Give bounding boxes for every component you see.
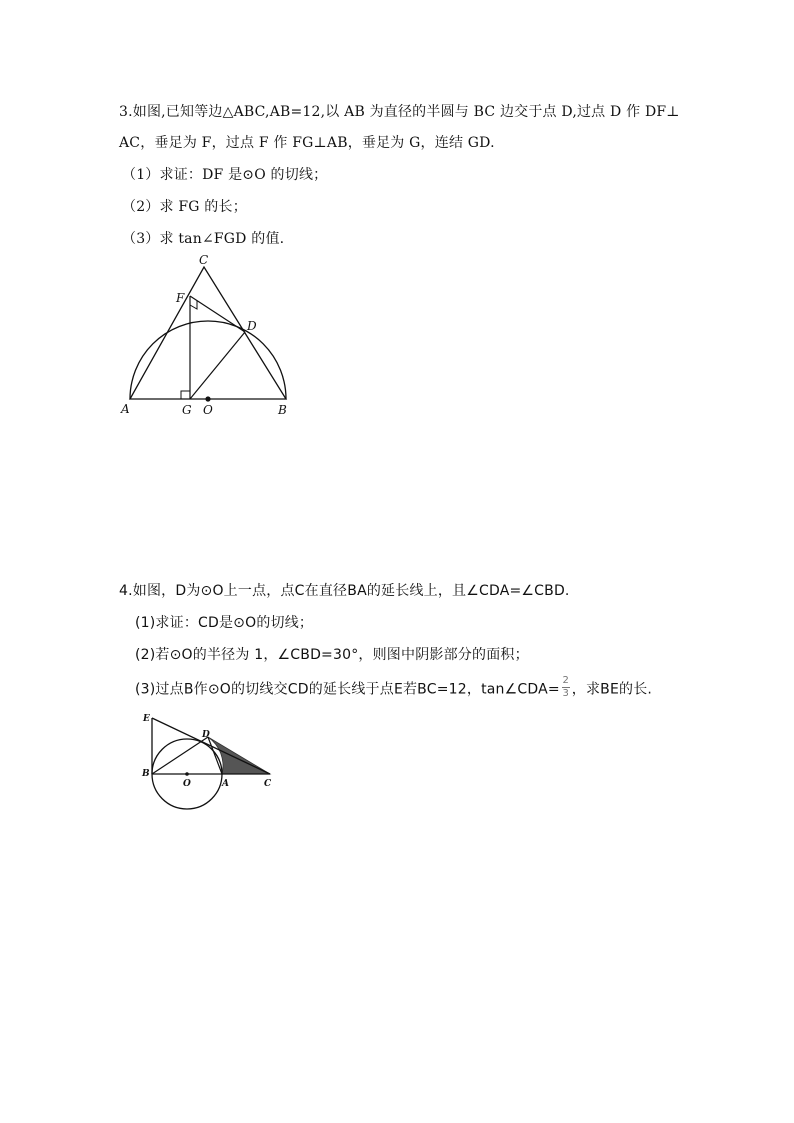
q3-stem-line1: 3.如图,已知等边△ABC,AB=12,以 AB 为直径的半圆与 BC 边交于点 D,过点 D 作 DF⊥	[119, 104, 680, 120]
q3-right-angle-f	[190, 301, 197, 309]
q3-label-a: A	[121, 402, 130, 416]
q3-label-f: F	[176, 291, 185, 305]
q3-label-c: C	[199, 253, 209, 267]
q4-sub3-text-before: (3)过点B作⊙O的切线交CD的延长线于点E若BC=12，tan∠CDA=	[135, 681, 560, 698]
q3-segment-gd	[190, 332, 245, 399]
q4-fraction-denominator: 3	[562, 688, 570, 699]
q3-semicircle	[130, 321, 286, 399]
q3-triangle-abc	[130, 267, 286, 399]
q4-center-o	[185, 772, 189, 776]
q4-subquestion-2: (2)若⊙O的半径为 1，∠CBD=30°，则图中阴影部分的面积；	[135, 647, 529, 663]
q4-label-a: A	[222, 779, 229, 789]
q4-label-e: E	[143, 714, 150, 724]
q3-segment-df	[190, 296, 245, 332]
q3-subquestion-2: （2）求 FG 的长；	[122, 199, 247, 215]
q3-geometry-figure	[118, 250, 298, 422]
q3-center-o	[205, 396, 210, 401]
q3-subquestion-3: （3）求 tan∠FGD 的值.	[122, 231, 285, 247]
q4-label-c: C	[264, 779, 272, 789]
q3-stem-line2: AC，垂足为 F，过点 F 作 FG⊥AB，垂足为 G，连结 GD.	[119, 135, 495, 151]
q3-subquestion-1: （1）求证：DF 是⊙O 的切线；	[122, 167, 328, 183]
q4-geometry-figure	[138, 706, 278, 812]
q4-label-d: D	[202, 730, 210, 740]
q3-label-g: G	[182, 403, 192, 417]
q4-label-b: B	[142, 769, 150, 779]
q3-label-o: O	[203, 403, 213, 417]
q4-segment-bd	[152, 737, 208, 774]
q4-subquestion-3	[135, 675, 653, 701]
q4-stem: 4.如图，D为⊙O上一点，点C在直径BA的延长线上，且∠CDA=∠CBD.	[119, 583, 570, 599]
q3-label-d: D	[247, 319, 257, 333]
q4-fraction-two-thirds	[562, 676, 570, 699]
q3-right-angle-g	[181, 391, 190, 399]
q4-fraction-numerator: 2	[562, 675, 570, 686]
q4-sub3-text-after: ，求BE的长.	[571, 681, 653, 698]
q4-label-o: O	[183, 779, 191, 789]
q3-label-b: B	[278, 403, 287, 417]
q4-subquestion-1: (1)求证：CD是⊙O的切线；	[135, 615, 314, 631]
